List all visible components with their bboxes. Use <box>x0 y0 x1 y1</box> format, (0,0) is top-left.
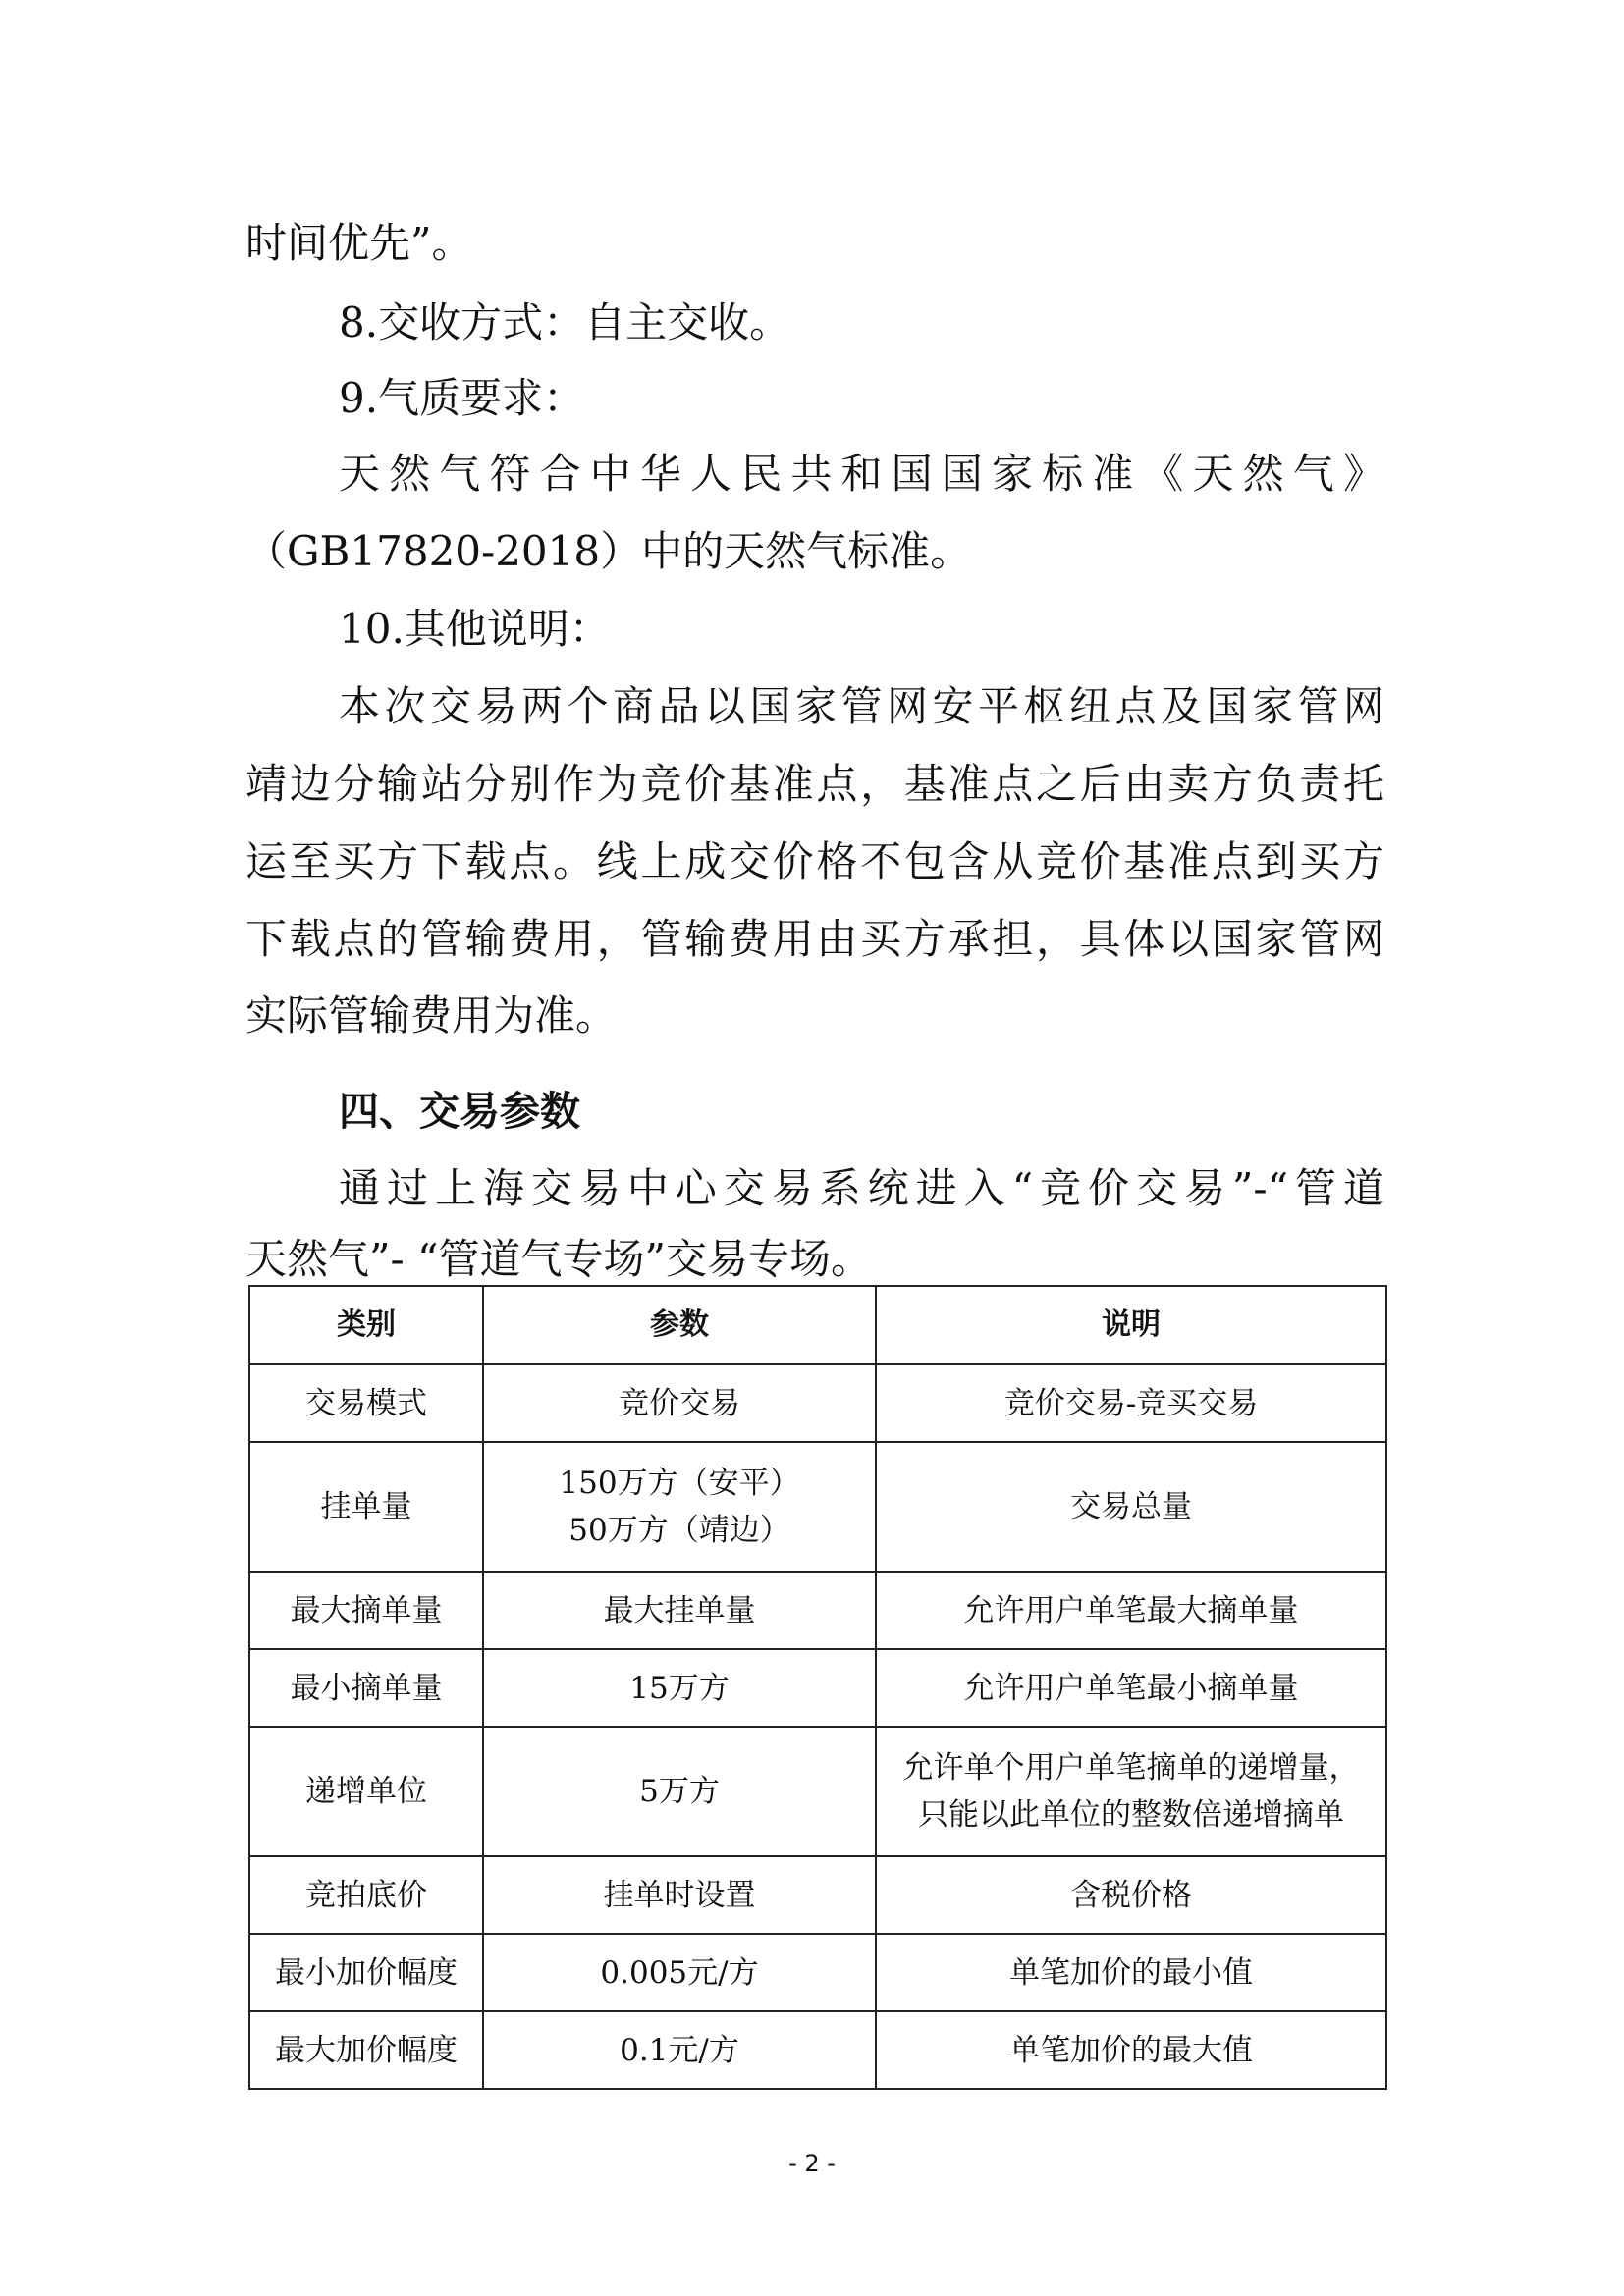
body-line-6: 10.其他说明： <box>339 605 611 653</box>
row-note: 竞价交易-竞买交易 <box>876 1364 1386 1442</box>
body-line-11: 实际管输费用为准。 <box>245 991 618 1040</box>
row-note: 含税价格 <box>876 1856 1386 1934</box>
table-row <box>249 1934 1386 2011</box>
table-row <box>249 1364 1386 1442</box>
row-note: 交易总量 <box>876 1442 1386 1572</box>
row-param: 15万方 <box>483 1649 876 1727</box>
header-note: 说明 <box>876 1286 1386 1364</box>
row-category: 递增单位 <box>249 1727 483 1856</box>
body-line-3: 9.气质要求： <box>339 374 585 422</box>
intro-line-2: 天然气”- “管道气专场”交易专场。 <box>245 1235 872 1283</box>
body-line-4: 天然气符合中华人民共和国国家标准《天然气》 <box>339 450 1384 498</box>
row-category: 最大摘单量 <box>249 1572 483 1649</box>
table-row <box>249 1572 1386 1649</box>
body-line-1: 时间优先”。 <box>245 219 473 267</box>
intro-line-1: 通过上海交易中心交易系统进入“竞价交易”-“管道 <box>339 1164 1384 1212</box>
body-line-8: 靖边分输站分别作为竞价基准点，基准点之后由卖方负责托 <box>245 760 1384 808</box>
table-row <box>249 2011 1386 2089</box>
row-param-line: 150万方（安平） <box>559 1466 800 1501</box>
row-param-line: 50万方（靖边） <box>568 1513 790 1548</box>
body-line-9: 运至买方下载点。线上成交价格不包含从竞价基准点到买方 <box>245 837 1384 885</box>
row-param: 挂单时设置 <box>483 1856 876 1934</box>
body-line-7: 本次交易两个商品以国家管网安平枢纽点及国家管网 <box>339 682 1384 730</box>
table-row <box>249 1856 1386 1934</box>
table-row <box>249 1649 1386 1727</box>
table-row <box>249 1727 1386 1856</box>
row-note: 允许用户单笔最小摘单量 <box>876 1649 1386 1727</box>
row-note: 允许用户单笔最大摘单量 <box>876 1572 1386 1649</box>
table-row <box>249 1442 1386 1572</box>
row-category: 竞拍底价 <box>249 1856 483 1934</box>
table-header-row <box>249 1286 1386 1364</box>
body-line-2: 8.交收方式：自主交收。 <box>339 298 791 347</box>
row-param: 竞价交易 <box>483 1364 876 1442</box>
body-line-5: （GB17820-2018）中的天然气标准。 <box>245 527 972 575</box>
trade-parameters-table <box>248 1285 1387 2090</box>
row-note: 单笔加价的最大值 <box>876 2011 1386 2089</box>
row-param: 最大挂单量 <box>483 1572 876 1649</box>
row-category: 交易模式 <box>249 1364 483 1442</box>
page-number: - 2 - <box>788 2150 836 2177</box>
row-note-line: 只能以此单位的整数倍递增摘单 <box>918 1797 1344 1833</box>
row-category: 最大加价幅度 <box>249 2011 483 2089</box>
header-category: 类别 <box>249 1286 483 1364</box>
header-param: 参数 <box>483 1286 876 1364</box>
section-heading: 四、交易参数 <box>339 1088 580 1135</box>
row-param: 0.005元/方 <box>483 1934 876 2011</box>
row-note <box>876 1727 1386 1856</box>
row-param: 0.1元/方 <box>483 2011 876 2089</box>
row-param <box>483 1442 876 1572</box>
row-category: 最小加价幅度 <box>249 1934 483 2011</box>
row-category: 最小摘单量 <box>249 1649 483 1727</box>
row-note-line: 允许单个用户单笔摘单的递增量， <box>902 1750 1360 1786</box>
row-note: 单笔加价的最小值 <box>876 1934 1386 2011</box>
body-line-10: 下载点的管输费用，管输费用由买方承担，具体以国家管网 <box>245 915 1384 963</box>
row-category: 挂单量 <box>249 1442 483 1572</box>
row-param: 5万方 <box>483 1727 876 1856</box>
